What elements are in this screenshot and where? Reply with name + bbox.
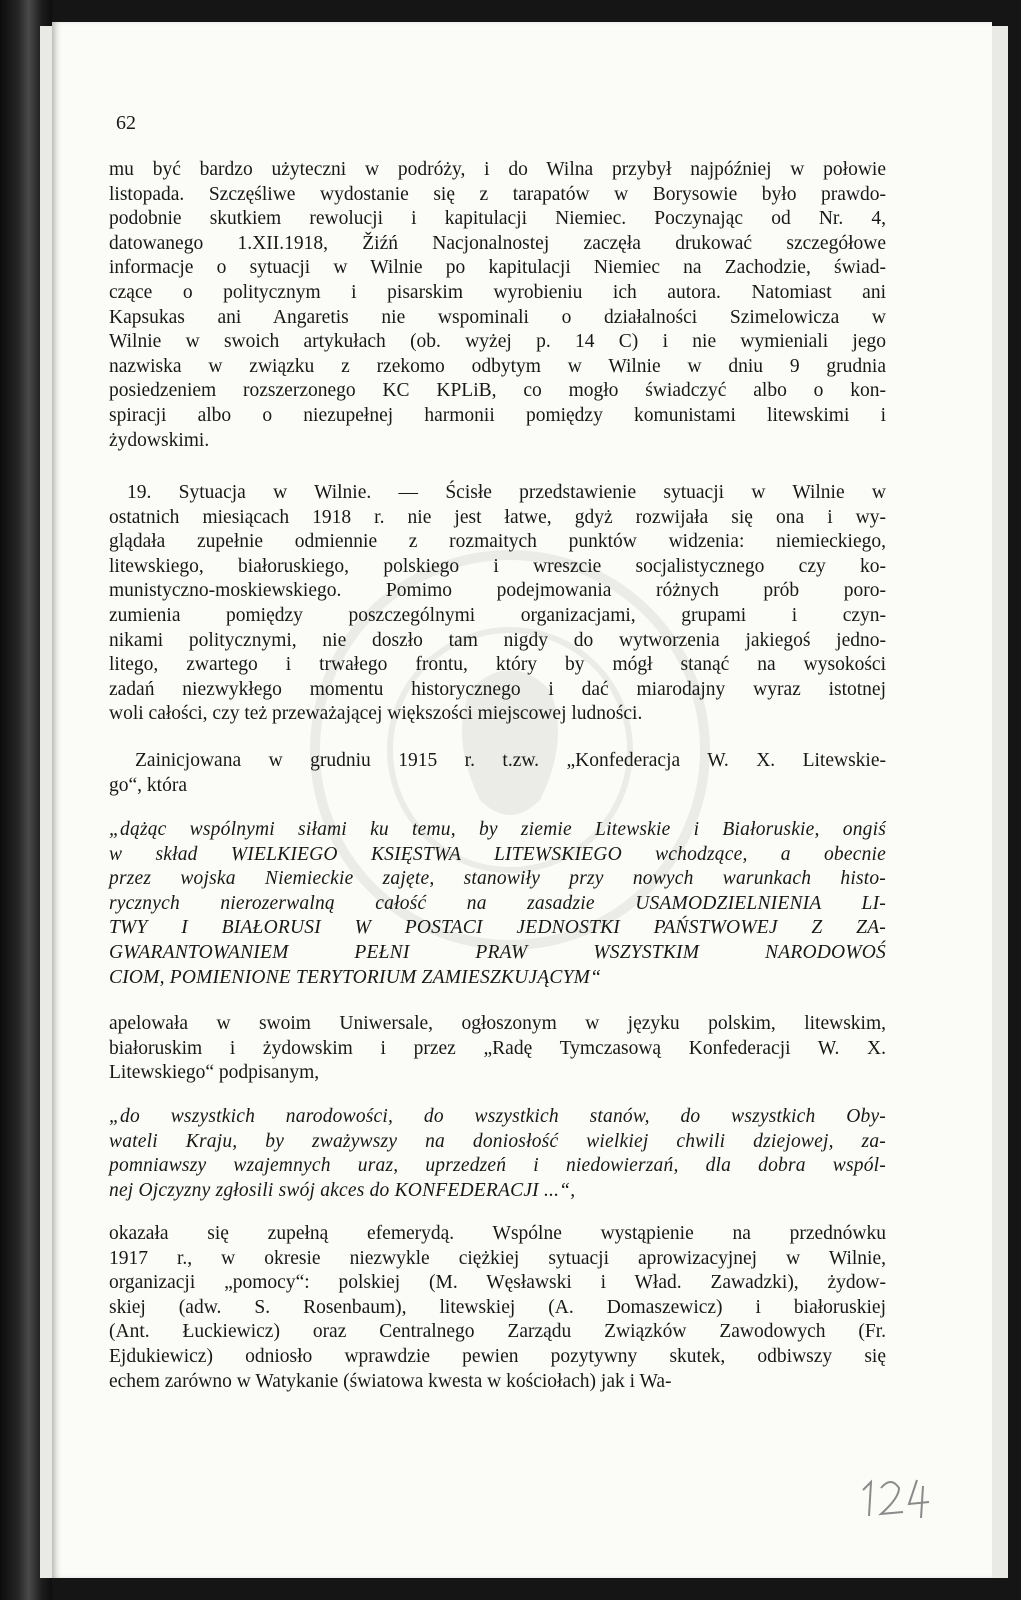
handwritten-page-mark <box>855 1472 935 1522</box>
paragraph-text <box>109 1222 886 1394</box>
text-line: posiedzeniem rozszerzonego KC KPLiB, co mogło świadczyć albo o kon- <box>109 380 886 402</box>
text-line: wateli Kraju, by zważywszy na doniosłość wielkiej chwili dziejowej, za- <box>109 1130 886 1152</box>
text-line: echem zarówno w Watykanie (światowa kwesta w kościołach) jak i Wa- <box>109 1370 672 1392</box>
quoted-passage <box>109 1105 886 1203</box>
text-line: zumienia pomiędzy poszczególnymi organizacjami, grupami i czyn- <box>109 604 886 626</box>
quoted-passage <box>109 818 886 990</box>
text-line: nej Ojczyzny zgłosili swój akces do KONFEDERACJI ...“, <box>109 1179 576 1201</box>
text-line: spiracji albo o niezupełnej harmonii pomiędzy komunistami litewskimi i <box>109 404 886 426</box>
paragraph <box>109 1012 886 1086</box>
text-line: przez wojska Niemieckie zajęte, stanowiły przy nowych warunkach histo- <box>109 868 886 890</box>
paragraph <box>109 749 886 798</box>
text-line: Kapsukas ani Angaretis nie wspominali o działalności Szimelowicza w <box>109 306 886 328</box>
text-line: datowanego 1.XII.1918, Žiźń Nacjonalnostej zaczęła drukować szczegółowe <box>109 232 886 254</box>
text-line: apelowała w swoim Uniwersale, ogłoszonym w języku polskim, litewskim, <box>109 1013 886 1034</box>
text-line: podobnie skutkiem rewolucji i kapitulacji Niemiec. Poczynając od Nr. 4, <box>109 208 886 230</box>
text-line: Zainicjowana w grudniu 1915 r. t.zw. „Konfederacja W. X. Litewskie- <box>135 750 886 771</box>
text-line: mu być bardzo użyteczni w podróży, i do Wilna przybył najpóźniej w połowie <box>109 159 886 180</box>
text-line: pomniawszy wzajemnych uraz, uprzedzeń i niedowierzań, dla dobra wspól- <box>109 1155 886 1177</box>
text-line: okazała się zupełną efemerydą. Wspólne wystąpienie na przednówku <box>109 1223 886 1244</box>
text-line: GWARANTOWANIEM PEŁNI PRAW WSZYSTKIM NARODOWOŚ <box>109 941 886 963</box>
paragraph-text <box>109 749 886 798</box>
paragraph <box>109 158 886 453</box>
paragraph-text <box>109 818 886 990</box>
text-line: ostatnich miesiącach 1918 r. nie jest łatwe, gdyż rozwijała się ona i wy- <box>109 506 886 528</box>
text-line: Litewskiego“ podpisanym, <box>109 1062 320 1084</box>
paragraph <box>109 481 886 727</box>
text-line: 1917 r., w okresie niezwykle ciężkiej sytuacji aprowizacyjnej w Wilnie, <box>109 1247 886 1269</box>
text-line: w skład WIELKIEGO KSIĘSTWA LITEWSKIEGO wchodzące, a obecnie <box>109 843 886 865</box>
text-line: munistyczno-moskiewskiego. Pomimo podejmowania różnych prób poro- <box>109 580 886 602</box>
text-line: „do wszystkich narodowości, do wszystkich stanów, do wszystkich Oby- <box>109 1106 886 1127</box>
page-number: 62 <box>116 112 136 134</box>
text-line: nikami politycznymi, nie doszło tam nigdy do wytworzenia jakiegoś jedno- <box>109 629 886 651</box>
text-line: CIOM, POMIENIONE TERYTORIUM ZAMIESZKUJĄCYM“ <box>109 966 602 988</box>
text-line: czące o politycznym i pisarskim wyrobieniu ich autora. Natomiast ani <box>109 281 886 303</box>
text-line: skiej (adw. S. Rosenbaum), litewskiej (A. Domaszewicz) i białoruskiej <box>109 1296 886 1318</box>
paragraph-text <box>109 158 886 453</box>
text-line: 19. Sytuacja w Wilnie. — Ścisłe przedstawienie sytuacji w Wilnie w <box>127 482 886 503</box>
text-line: białoruskim i żydowskim i przez „Radę Tymczasową Konfederacji W. X. <box>109 1037 886 1059</box>
text-line: glądała zupełnie odmiennie z rozmaitych punktów widzenia: niemieckiego, <box>109 531 886 553</box>
text-line: zadań niezwykłego momentu historycznego i dać miarodajny wyraz istotnej <box>109 678 886 700</box>
paragraph <box>109 1222 886 1394</box>
text-line: organizacji „pomocy“: polskiej (M. Węsławski i Wład. Zawadzki), żydow- <box>109 1272 886 1294</box>
text-line: woli całości, czy też przeważającej większości miejscowej ludności. <box>109 703 643 725</box>
text-line: litewskiego, białoruskiego, polskiego i wreszcie socjalistycznego czy ko- <box>109 555 886 577</box>
paragraph-text <box>109 1105 886 1203</box>
text-line: go“, która <box>109 774 187 796</box>
text-line: żydowskimi. <box>109 429 210 451</box>
text-line: Ejdukiewicz) odniosło wprawdzie pewien pozytywny skutek, odbiwszy się <box>109 1345 886 1367</box>
text-line: (Ant. Łuckiewicz) oraz Centralnego Zarządu Związków Zawodowych (Fr. <box>109 1321 886 1343</box>
text-line: listopada. Szczęśliwe wydostanie się z tarapatów w Borysowie było prawdo- <box>109 183 886 205</box>
text-line: litego, zwartego i trwałego frontu, który by mógł stanąć na wysokości <box>109 654 886 676</box>
text-line: nazwiska w związku z rzekomo odbytym w Wilnie w dniu 9 grudnia <box>109 355 886 377</box>
text-line: TWY I BIAŁORUSI W POSTACI JEDNOSTKI PAŃSTWOWEJ Z ZA- <box>109 917 886 939</box>
paragraph-text <box>109 1012 886 1086</box>
text-line: „dążąc wspólnymi siłami ku temu, by ziemie Litewskie i Białoruskie, ongiś <box>109 819 886 840</box>
handwritten-mark-text: 124 <box>855 1472 857 1473</box>
text-line: informacje o sytuacji w Wilnie po kapitulacji Niemiec na Zachodzie, świad- <box>109 257 886 279</box>
text-line: Wilnie w swoich artykułach (ob. wyżej p. 14 C) i nie wymieniali jego <box>109 331 886 353</box>
paragraph-text <box>109 481 886 727</box>
text-line: rycznych nierozerwalną całość na zasadzie USAMODZIELNIENIA LI- <box>109 892 886 914</box>
